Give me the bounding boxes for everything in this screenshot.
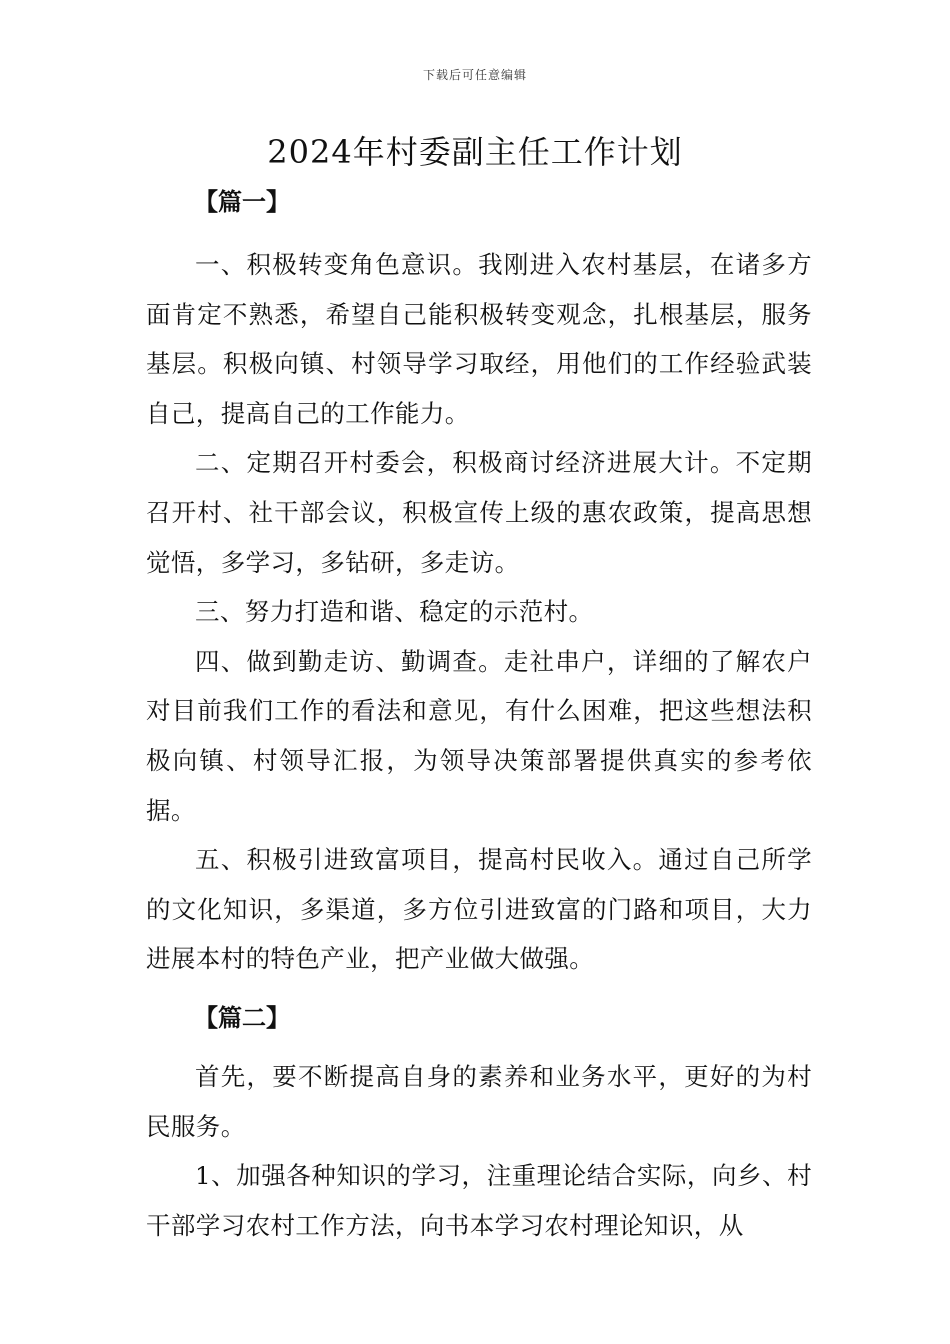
section-label-1: 【篇一】	[194, 187, 290, 216]
paragraph: 二、定期召开村委会，积极商讨经济进展大计。不定期召开村、社干部会议，积极宣传上级的惠农政策，提高思想觉悟，多学习，多钻研，多走访。	[146, 448, 812, 577]
document-title: 2024年村委副主任工作计划	[267, 133, 683, 171]
paragraph: 首先，要不断提高自身的素养和业务水平，更好的为村民服务。	[146, 1061, 812, 1141]
paragraph: 一、积极转变角色意识。我刚进入农村基层，在诸多方面肯定不熟悉，希望自己能积极转变观念，扎根基层，服务基层。积极向镇、村领导学习取经，用他们的工作经验武装自己，提高自己的工作能力。	[146, 250, 812, 428]
section-label-2: 【篇二】	[194, 1002, 290, 1032]
paragraph: 五、积极引进致富项目，提高村民收入。通过自己所学的文化知识，多渠道，多方位引进致富的门路和项目，大力进展本村的特色产业，把产业做大做强。	[146, 845, 812, 974]
paragraph: 四、做到勤走访、勤调查。走社串户，详细的了解农户对目前我们工作的看法和意见，有什么困难，把这些想法积极向镇、村领导汇报，为领导决策部署提供真实的参考依据。	[146, 646, 812, 825]
header-note: 下载后可任意编辑	[422, 68, 527, 82]
document-body	[146, 178, 812, 1250]
paragraph: 1、加强各种知识的学习，注重理论结合实际，向乡、村干部学习农村工作方法，向书本学习农村理论知识，从	[146, 1161, 812, 1240]
paragraph: 三、努力打造和谐、稳定的示范村。	[195, 597, 594, 627]
